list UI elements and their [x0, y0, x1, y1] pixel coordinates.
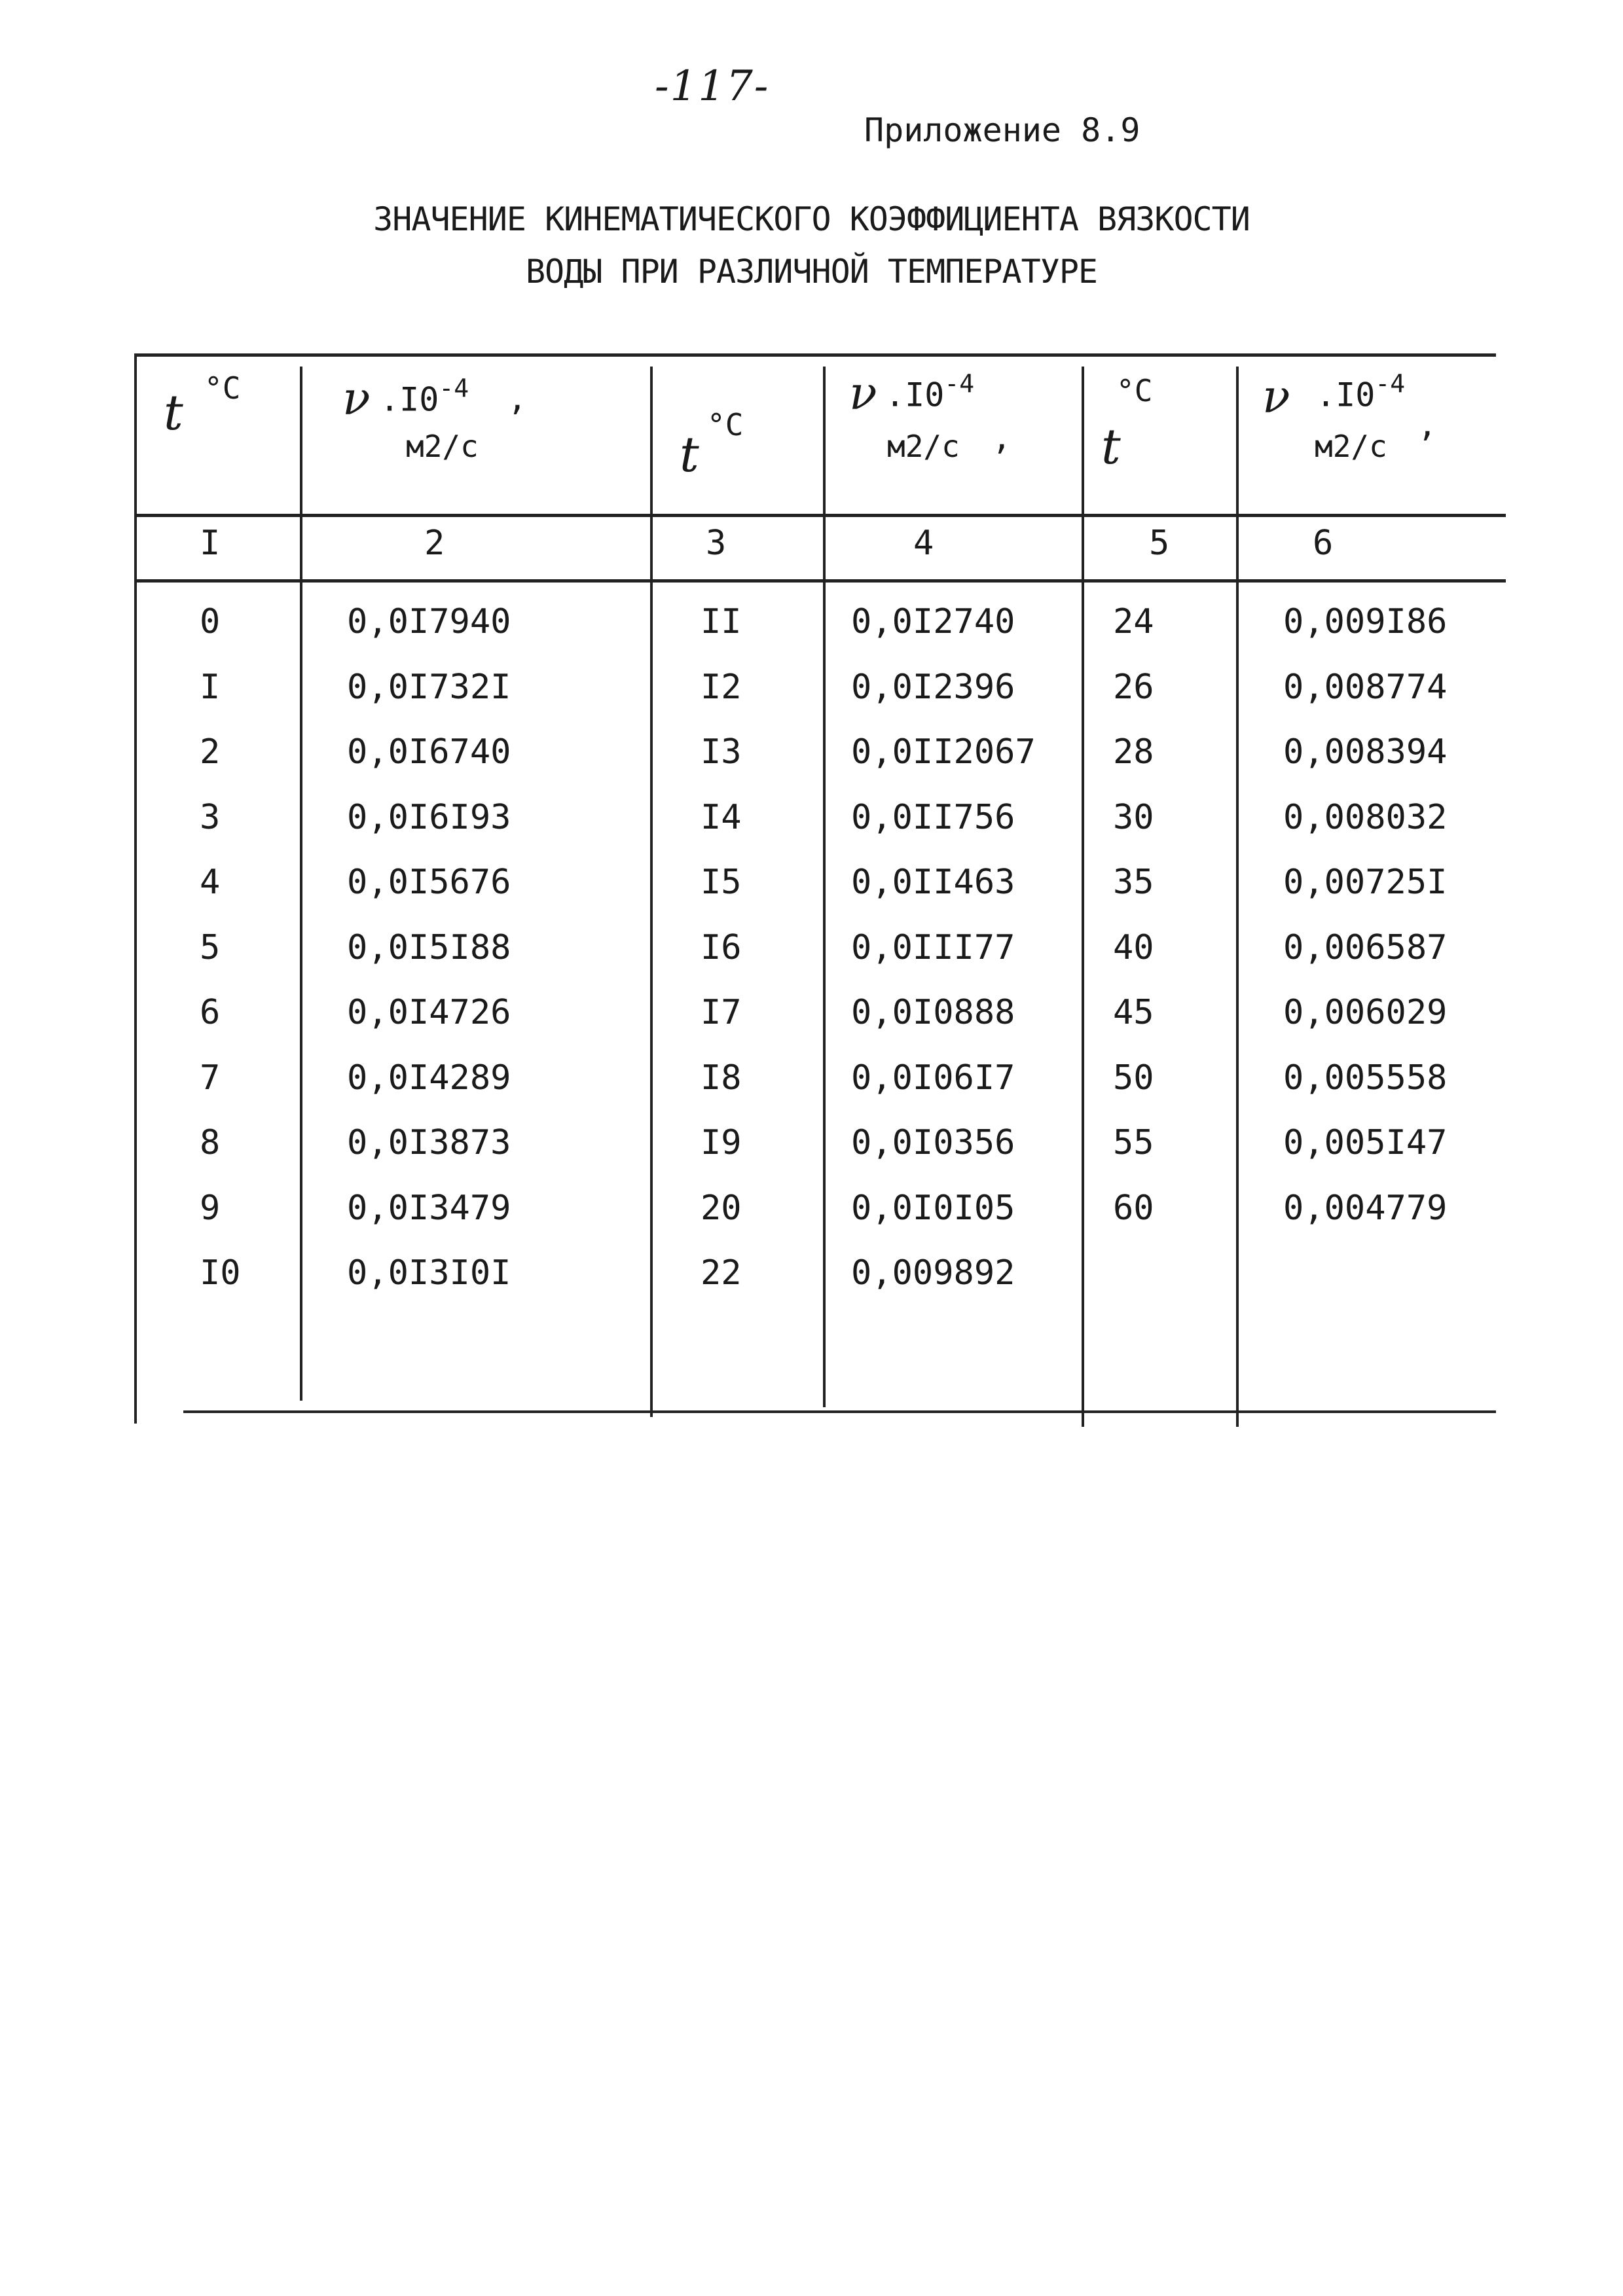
table-cell-col2: 0,0I732I: [347, 667, 511, 707]
header-visc-factor: $.I0^{-4}$: [380, 374, 469, 419]
header-visc-unit: м2/с: [1315, 429, 1387, 464]
header-visc-symbol: ν: [342, 372, 371, 425]
table-cell-col3: I9: [701, 1123, 742, 1162]
table-cell-col6: 0,005558: [1283, 1058, 1448, 1098]
column-divider-2: [650, 367, 653, 1417]
table-cell-col2: 0,0I6I93: [347, 797, 511, 837]
table-cell-col4: 0,009892: [851, 1253, 1015, 1293]
table-cell-col1: 6: [200, 993, 221, 1032]
table-cell-col6: 0,006029: [1283, 993, 1448, 1032]
header-visc-symbol: ν: [849, 367, 877, 420]
header-temp-unit: °C: [1116, 373, 1153, 408]
table-cell-col6: 0,005I47: [1283, 1123, 1448, 1162]
table-cell-col5: 28: [1113, 732, 1154, 772]
table-cell-col4: 0,0II463: [851, 863, 1015, 902]
table-cell-col1: I: [200, 667, 221, 707]
table-cell-col5: 24: [1113, 602, 1154, 641]
table-cell-col1: 0: [200, 602, 221, 641]
header-visc-unit: м2/с: [887, 429, 960, 464]
document-title: [0, 193, 1623, 298]
table-cell-col4: 0,0I0888: [851, 993, 1015, 1032]
table-cell-col3: I4: [701, 797, 742, 837]
header-bottom-line: [134, 514, 1506, 517]
table-cell-col5: 30: [1113, 797, 1154, 837]
table-cell-col3: 22: [701, 1253, 742, 1293]
table-cell-col1: 4: [200, 863, 221, 902]
table-cell-col2: 0,0I3479: [347, 1188, 511, 1228]
column-divider-4: [1082, 367, 1084, 1427]
table-cell-col3: 20: [701, 1188, 742, 1228]
table-bottom-line: [183, 1410, 1496, 1413]
column-divider-5: [1236, 367, 1239, 1427]
table-cell-col5: 45: [1113, 993, 1154, 1032]
table-cell-col1: 2: [200, 732, 221, 772]
table-cell-col3: I5: [701, 863, 742, 902]
column-divider-3: [823, 367, 826, 1407]
header-temp-symbol: t: [1101, 419, 1121, 475]
table-cell-col1: 7: [200, 1058, 221, 1098]
table-cell-col4: 0,0II756: [851, 797, 1015, 837]
header-visc-factor: $.I0^{-4}$: [1316, 369, 1406, 414]
header-temp-symbol: t: [164, 385, 183, 441]
table-cell-col5: 50: [1113, 1058, 1154, 1098]
table-cell-col2: 0,0I5676: [347, 863, 511, 902]
table-cell-col6: 0,008774: [1283, 667, 1448, 707]
header-comma: ,: [507, 380, 528, 418]
table-cell-col2: 0,0I3I0I: [347, 1253, 511, 1293]
table-cell-col5: 40: [1113, 927, 1154, 967]
table-cell-col1: 3: [200, 797, 221, 837]
table-cell-col6: 0,008032: [1283, 797, 1448, 837]
column-divider-1: [300, 367, 302, 1401]
table-cell-col3: II: [701, 602, 742, 641]
table-cell-col1: 5: [200, 927, 221, 967]
table-cell-col5: 55: [1113, 1123, 1154, 1162]
header-visc-symbol: ν: [1262, 370, 1290, 423]
table-cell-col4: 0,0I2396: [851, 667, 1015, 707]
table-cell-col4: 0,0I06I7: [851, 1058, 1015, 1098]
appendix-label: Приложение 8.9: [864, 111, 1140, 149]
header-visc-unit: м2/с: [406, 429, 479, 464]
table-cell-col3: I7: [701, 993, 742, 1032]
table-cell-col4: 0,0I0356: [851, 1123, 1015, 1162]
title-line-2: ВОДЫ ПРИ РАЗЛИЧНОЙ ТЕМПЕРАТУРЕ: [525, 253, 1098, 291]
table-left-border: [134, 353, 137, 1424]
column-number-4: 4: [913, 524, 934, 563]
header-visc-factor: $.I0^{-4}$: [885, 369, 975, 414]
table-cell-col6: 0,00725I: [1283, 863, 1448, 902]
header-temp-symbol: t: [680, 427, 699, 483]
table-cell-col3: I3: [701, 732, 742, 772]
column-number-2: 2: [424, 524, 445, 563]
table-cell-col4: 0,0III77: [851, 927, 1015, 967]
table-top-line: [134, 353, 1496, 357]
column-numbers-bottom-line: [134, 579, 1506, 583]
table-cell-col4: 0,0II2067: [851, 732, 1036, 772]
table-cell-col6: 0,008394: [1283, 732, 1448, 772]
table-cell-col2: 0,0I4289: [347, 1058, 511, 1098]
header-temp-unit: °C: [204, 370, 241, 406]
table-cell-col1: I0: [200, 1253, 241, 1293]
table-cell-col2: 0,0I7940: [347, 602, 511, 641]
header-comma: ,: [992, 419, 1012, 457]
table-cell-col2: 0,0I6740: [347, 732, 511, 772]
table-cell-col3: I6: [701, 927, 742, 967]
column-number-5: 5: [1149, 524, 1170, 563]
table-cell-col2: 0,0I5I88: [347, 927, 511, 967]
table-cell-col6: 0,004779: [1283, 1188, 1448, 1228]
table-cell-col3: I8: [701, 1058, 742, 1098]
page-number: -117-: [655, 62, 770, 111]
table-cell-col4: 0,0I0I05: [851, 1188, 1015, 1228]
table-cell-col2: 0,0I4726: [347, 993, 511, 1032]
table-cell-col5: 26: [1113, 667, 1154, 707]
table-cell-col5: 60: [1113, 1188, 1154, 1228]
table-cell-col1: 8: [200, 1123, 221, 1162]
header-comma: ,: [1417, 406, 1438, 444]
table-cell-col2: 0,0I3873: [347, 1123, 511, 1162]
table-cell-col1: 9: [200, 1188, 221, 1228]
title-line-1: ЗНАЧЕНИЕ КИНЕМАТИЧЕСКОГО КОЭФФИЦИЕНТА ВЯЗКОСТИ: [373, 200, 1250, 238]
header-temp-unit: °C: [707, 407, 744, 442]
column-number-6: 6: [1313, 524, 1334, 563]
table-cell-col3: I2: [701, 667, 742, 707]
table-cell-col5: 35: [1113, 863, 1154, 902]
column-number-1: I: [200, 524, 221, 563]
table-cell-col6: 0,006587: [1283, 927, 1448, 967]
column-number-3: 3: [706, 524, 727, 563]
table-cell-col6: 0,009I86: [1283, 602, 1448, 641]
table-cell-col4: 0,0I2740: [851, 602, 1015, 641]
